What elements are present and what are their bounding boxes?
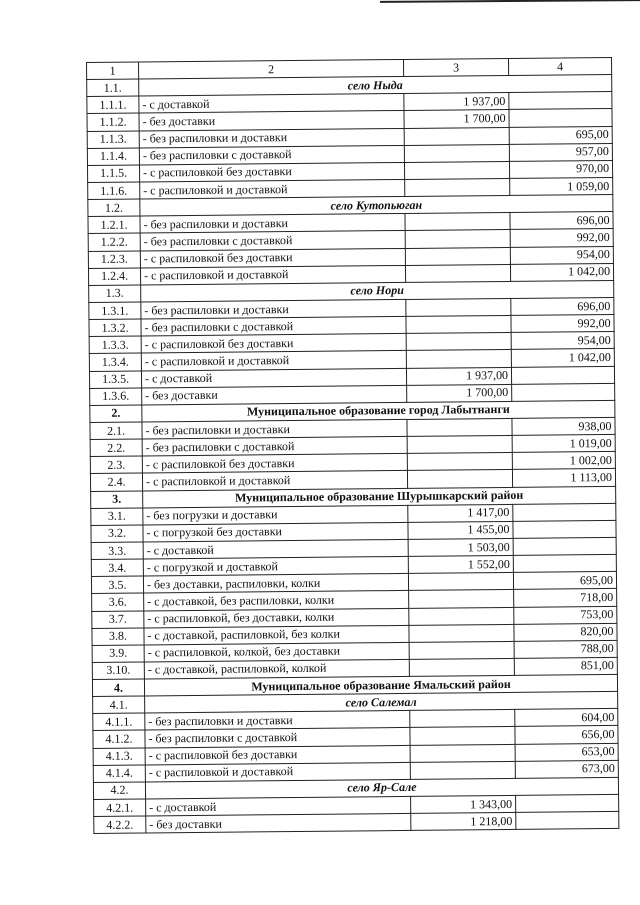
price-col3-cell: 1 218,00 (411, 813, 516, 831)
price-col3-cell (410, 710, 515, 728)
row-number: 3. (91, 490, 143, 508)
description-cell: - с распиловкой и доставкой (140, 265, 405, 285)
price-col3-cell: 1 552,00 (408, 555, 513, 573)
description-cell: - с доставкой (143, 539, 408, 559)
price-col4-cell (511, 366, 614, 384)
description-cell: - с распиловкой без доставки (140, 248, 405, 268)
price-col4-cell: 653,00 (515, 743, 618, 761)
row-number: 4. (92, 679, 144, 697)
row-number: 3.9. (92, 645, 144, 663)
price-col3-cell (407, 418, 512, 436)
price-col3-cell (410, 761, 515, 779)
description-cell: - с погрузкой и доставкой (143, 557, 408, 577)
header-cell-4: 4 (508, 57, 611, 75)
row-number: 1.1.2. (87, 113, 139, 131)
description-cell: - без погрузки и доставки (143, 505, 408, 525)
price-col4-cell: 718,00 (514, 589, 617, 607)
price-col3-cell (404, 161, 509, 179)
row-number: 1.2.4. (88, 268, 140, 286)
price-col3-cell (405, 230, 510, 248)
row-number: 3.6. (92, 593, 144, 611)
price-col4-cell (513, 537, 616, 555)
price-col3-cell (410, 744, 515, 762)
municipality-title: Муниципальное образование Шурышкарский район (143, 486, 616, 508)
description-cell: - с распиловкой и доставкой (140, 179, 405, 199)
description-cell: - с доставкой, без распиловки, колки (144, 591, 409, 611)
description-cell: - с доставкой (139, 94, 404, 114)
price-col3-cell (406, 333, 511, 351)
row-number: 2. (90, 405, 142, 423)
price-col4-cell: 954,00 (510, 246, 613, 264)
price-col4-cell: 695,00 (509, 126, 612, 144)
description-cell: - без распиловки с доставкой (139, 145, 404, 165)
row-number: 1.2.3. (88, 251, 140, 269)
price-col4-cell: 695,00 (513, 572, 616, 590)
table-row (94, 812, 619, 834)
header-cell-1: 1 (87, 62, 139, 80)
description-cell: - без распиловки с доставкой (142, 437, 407, 457)
description-cell: - с распиловкой и доставкой (142, 471, 407, 491)
settlement-title: село Кутопьюган (140, 195, 613, 217)
price-col4-cell: 656,00 (515, 726, 618, 744)
price-col4-cell: 604,00 (515, 709, 618, 727)
price-col3-cell (405, 264, 510, 282)
price-table (86, 57, 619, 834)
price-col4-cell: 954,00 (511, 332, 614, 350)
price-col3-cell: 1 455,00 (408, 521, 513, 539)
row-number: 1.1. (87, 79, 139, 97)
row-number: 3.4. (91, 559, 143, 577)
description-cell: - с доставкой, распиловкой, без колки (144, 625, 409, 645)
row-number: 3.10. (92, 662, 144, 680)
price-col3-cell (405, 178, 510, 196)
header-cell-2: 2 (139, 59, 404, 79)
settlement-title: село Ныда (139, 75, 612, 97)
price-col4-cell (513, 555, 616, 573)
row-number: 4.1. (93, 696, 145, 714)
page-edge-line (380, 0, 640, 9)
row-number: 1.1.3. (87, 131, 139, 149)
description-cell: - без доставки (146, 814, 411, 834)
price-col4-cell: 788,00 (514, 640, 617, 658)
price-col3-cell (406, 350, 511, 368)
settlement-title: село Нори (141, 280, 614, 302)
row-number: 1.2.1. (88, 216, 140, 234)
row-number: 3.1. (91, 508, 143, 526)
row-number: 1.3.1. (89, 302, 141, 320)
price-col3-cell (409, 590, 514, 608)
row-number: 4.2. (93, 782, 145, 800)
description-cell: - с погрузкой без доставки (143, 522, 408, 542)
price-col4-cell: 820,00 (514, 623, 617, 641)
row-number: 1.1.1. (87, 96, 139, 114)
price-col4-cell: 673,00 (515, 760, 618, 778)
price-col3-cell (404, 127, 509, 145)
price-col3-cell (409, 624, 514, 642)
price-col3-cell: 1 937,00 (404, 93, 509, 111)
price-col3-cell (409, 641, 514, 659)
price-col4-cell: 1 002,00 (512, 452, 615, 470)
description-cell: - с доставкой, распиловкой, колкой (144, 659, 409, 679)
row-number: 3.3. (91, 542, 143, 560)
row-number: 1.3.4. (89, 353, 141, 371)
price-col4-cell: 992,00 (511, 315, 614, 333)
row-number: 4.2.2. (94, 816, 146, 834)
row-number: 3.2. (91, 525, 143, 543)
price-col4-cell: 970,00 (509, 160, 612, 178)
description-cell: - без распиловки с доставкой (140, 231, 405, 251)
price-col3-cell (407, 453, 512, 471)
price-col3-cell (406, 298, 511, 316)
price-col4-cell (516, 794, 619, 812)
price-col4-cell (512, 383, 615, 401)
price-col4-cell: 696,00 (511, 297, 614, 315)
row-number: 2.2. (90, 439, 142, 457)
settlement-title: село Яр-Сале (145, 777, 618, 799)
row-number: 1.1.6. (88, 182, 140, 200)
description-cell: - без распиловки с доставкой (141, 317, 406, 337)
price-col3-cell: 1 503,00 (408, 538, 513, 556)
description-cell: - без доставки, распиловки, колки (143, 574, 408, 594)
description-cell: - без доставки (142, 385, 407, 405)
price-col4-cell: 1 113,00 (512, 469, 615, 487)
description-cell: - без распиловки и доставки (140, 214, 405, 234)
settlement-title: село Салемал (145, 692, 618, 714)
description-cell: - без распиловки с доставкой (145, 728, 410, 748)
row-number: 2.4. (90, 473, 142, 491)
description-cell: - с распиловкой без доставки (142, 454, 407, 474)
description-cell: - без распиловки и доставки (145, 711, 410, 731)
municipality-title: Муниципальное образование Ямальский район (144, 674, 617, 696)
price-col4-cell (509, 92, 612, 110)
price-col4-cell: 957,00 (509, 143, 612, 161)
price-col3-cell: 1 937,00 (406, 367, 511, 385)
price-col3-cell: 1 417,00 (408, 504, 513, 522)
header-cell-3: 3 (403, 58, 508, 76)
price-col4-cell: 1 042,00 (510, 263, 613, 281)
row-number: 1.3. (89, 285, 141, 303)
description-cell: - без распиловки и доставки (139, 128, 404, 148)
price-col4-cell: 1 059,00 (510, 177, 613, 195)
row-number: 2.1. (90, 422, 142, 440)
description-cell: - с распиловкой и доставкой (145, 762, 410, 782)
row-number: 1.3.3. (89, 336, 141, 354)
row-number: 1.2. (88, 199, 140, 217)
row-number: 3.7. (92, 610, 144, 628)
price-col3-cell (406, 316, 511, 334)
row-number: 1.3.5. (89, 371, 141, 389)
row-number: 1.1.5. (87, 165, 139, 183)
price-col3-cell: 1 700,00 (407, 384, 512, 402)
price-col4-cell: 1 042,00 (511, 349, 614, 367)
description-cell: - с доставкой (141, 368, 406, 388)
row-number: 3.5. (91, 576, 143, 594)
price-col4-cell (516, 812, 619, 830)
municipality-title: Муниципальное образование город Лабытнанги (142, 400, 615, 422)
row-number: 4.2.1. (94, 799, 146, 817)
price-col3-cell: 1 700,00 (404, 110, 509, 128)
description-cell: - без распиловки и доставки (142, 419, 407, 439)
price-col4-cell: 753,00 (514, 606, 617, 624)
description-cell: - с распиловкой, без доставки, колки (144, 608, 409, 628)
price-col4-cell: 992,00 (510, 229, 613, 247)
price-col4-cell: 851,00 (514, 657, 617, 675)
row-number: 4.1.3. (93, 748, 145, 766)
row-number: 1.3.2. (89, 319, 141, 337)
price-col4-cell (513, 503, 616, 521)
price-col3-cell (407, 436, 512, 454)
price-col4-cell (513, 520, 616, 538)
row-number: 1.2.2. (88, 233, 140, 251)
row-number: 4.1.2. (93, 730, 145, 748)
description-cell: - с распиловкой без доставки (139, 162, 404, 182)
price-col4-cell: 696,00 (510, 212, 613, 230)
price-col4-cell (509, 109, 612, 127)
description-cell: - с распиловкой без доставки (145, 745, 410, 765)
row-number: 4.1.1. (93, 713, 145, 731)
description-cell: - с распиловкой без доставки (141, 334, 406, 354)
price-col3-cell (405, 247, 510, 265)
price-col4-cell: 938,00 (512, 417, 615, 435)
description-cell: - без доставки (139, 111, 404, 131)
price-col3-cell (409, 607, 514, 625)
price-col3-cell (409, 658, 514, 676)
row-number: 1.1.4. (87, 148, 139, 166)
description-cell: - без распиловки и доставки (141, 299, 406, 319)
price-col3-cell (407, 470, 512, 488)
row-number: 4.1.4. (93, 765, 145, 783)
description-cell: - с распиловкой и доставкой (141, 351, 406, 371)
price-col4-cell: 1 019,00 (512, 435, 615, 453)
price-col3-cell (405, 213, 510, 231)
row-number: 1.3.6. (90, 388, 142, 406)
price-col3-cell (408, 573, 513, 591)
price-col3-cell (410, 727, 515, 745)
price-table-body (87, 57, 619, 833)
row-number: 2.3. (90, 456, 142, 474)
description-cell: - с распиловкой, колкой, без доставки (144, 642, 409, 662)
row-number: 3.8. (92, 628, 144, 646)
price-col3-cell (404, 144, 509, 162)
description-cell: - с доставкой (146, 796, 411, 816)
price-col3-cell: 1 343,00 (411, 795, 516, 813)
